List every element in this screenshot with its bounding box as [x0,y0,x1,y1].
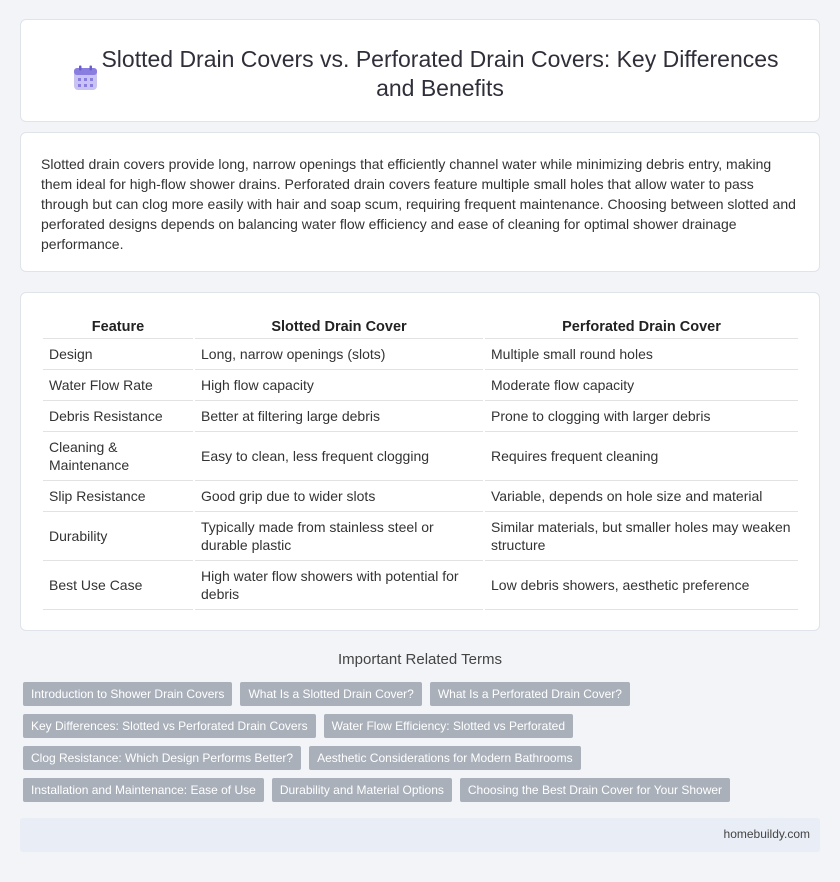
related-term-tag[interactable]: What Is a Perforated Drain Cover? [430,682,630,706]
related-terms-heading: Important Related Terms [338,651,502,668]
table-cell: Easy to clean, less frequent clogging [194,431,484,480]
table-cell: Water Flow Rate [43,369,194,400]
table-cell: Best Use Case [43,560,194,609]
table-row [43,431,798,480]
site-name[interactable]: homebuildy.com [723,827,810,841]
comparison-card [20,292,820,631]
table-row [43,560,798,609]
table-cell: Prone to clogging with larger debris [484,400,798,431]
table-cell: Moderate flow capacity [484,369,798,400]
table-row [43,369,798,400]
table-row [43,511,798,560]
table-row [43,338,798,369]
column-header: Perforated Drain Cover [484,311,798,338]
table-row [43,480,798,511]
footer [20,818,820,852]
table-cell: Durability [43,511,194,560]
comparison-table [43,311,798,610]
table-cell: Debris Resistance [43,400,194,431]
column-header: Slotted Drain Cover [194,311,484,338]
table-cell: Design [43,338,194,369]
related-term-tag[interactable]: Durability and Material Options [272,778,452,802]
title-card [20,19,820,122]
related-term-tag[interactable]: Water Flow Efficiency: Slotted vs Perforated [324,714,573,738]
table-cell: Better at filtering large debris [194,400,484,431]
table-row [43,400,798,431]
related-terms-list [23,682,803,810]
intro-paragraph: Slotted drain covers provide long, narrow openings that efficiently channel water while minimizing debris entry, making them ideal for high-flow shower drains. Perforated drain covers feature multiple small holes that allow water to pass through but can clog more easily with hair and soap scum, requiring frequent maintenance. Choosing between slotted and perforated designs depends on balancing water flow efficiency and ease of cleaning for optimal shower drainage performance. [41,156,796,252]
table-header-row [43,311,798,338]
table-cell: Multiple small round holes [484,338,798,369]
table-cell: Typically made from stainless steel or durable plastic [194,511,484,560]
table-cell: Long, narrow openings (slots) [194,338,484,369]
page-title: Slotted Drain Covers vs. Perforated Drain Covers: Key Differences and Benefits [101,46,779,101]
related-term-tag[interactable]: Clog Resistance: Which Design Performs Better? [23,746,301,770]
related-term-tag[interactable]: Choosing the Best Drain Cover for Your Shower [460,778,730,802]
table-cell: Slip Resistance [43,480,194,511]
related-term-tag[interactable]: Installation and Maintenance: Ease of Use [23,778,264,802]
intro-card [20,132,820,272]
table-cell: High water flow showers with potential for debris [194,560,484,609]
table-cell: Cleaning & Maintenance [43,431,194,480]
table-cell: High flow capacity [194,369,484,400]
table-cell: Requires frequent cleaning [484,431,798,480]
related-term-tag[interactable]: Introduction to Shower Drain Covers [23,682,232,706]
related-term-tag[interactable]: What Is a Slotted Drain Cover? [240,682,421,706]
column-header: Feature [43,311,194,338]
table-cell: Good grip due to wider slots [194,480,484,511]
table-cell: Similar materials, but smaller holes may weaken structure [484,511,798,560]
related-term-tag[interactable]: Aesthetic Considerations for Modern Bathrooms [309,746,580,770]
related-term-tag[interactable]: Key Differences: Slotted vs Perforated Drain Covers [23,714,316,738]
table-cell: Variable, depends on hole size and material [484,480,798,511]
table-cell: Low debris showers, aesthetic preference [484,560,798,609]
